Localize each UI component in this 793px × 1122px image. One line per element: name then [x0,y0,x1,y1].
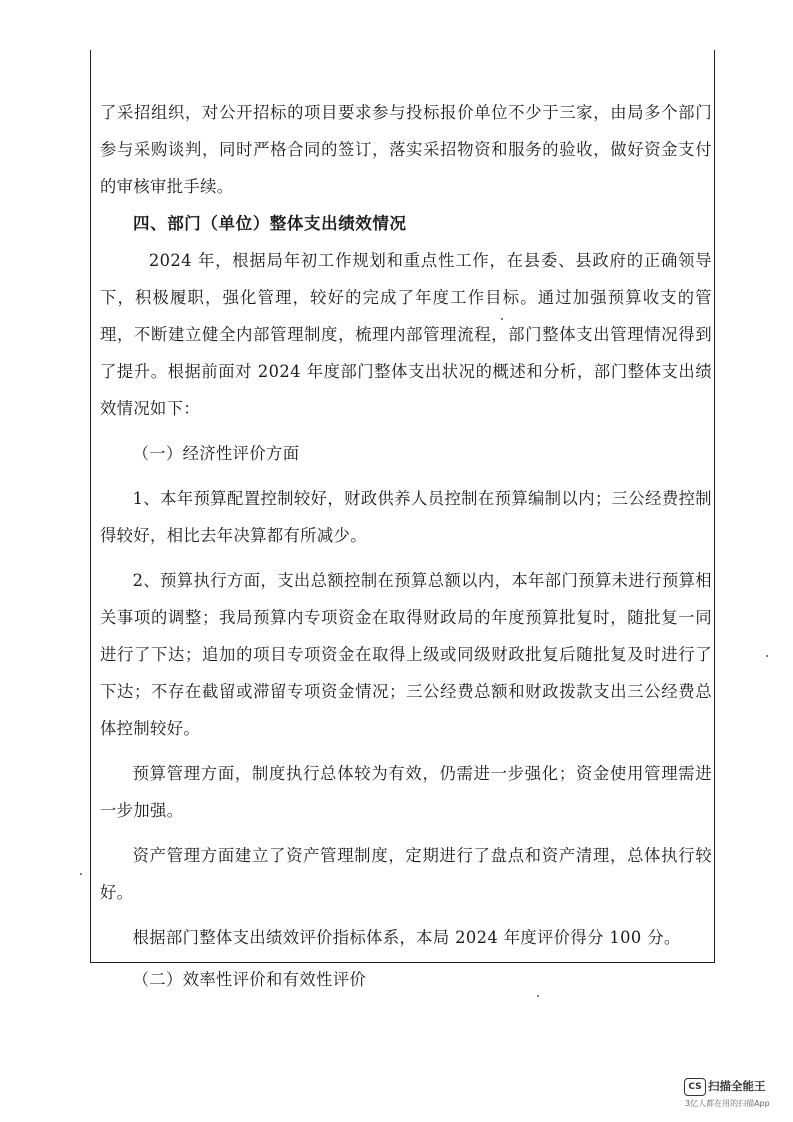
paragraph-budget-management: 预算管理方面，制度执行总体较为有效，仍需进一步强化；资金使用管理需进一步加强。 [100,764,712,820]
subheading-economy: （一）经济性评价方面 [132,444,300,463]
scan-speck [766,655,768,657]
watermark-tagline: 3亿人都在用的扫描App [685,1099,770,1108]
paragraph-asset-management: 资产管理方面建立了资产管理制度，定期进行了盘点和资产清理，总体执行较好。 [100,846,712,902]
document-body [100,94,712,998]
paragraph-budget-execution: 2、预算执行方面，支出总额控制在预算总额以内，本年部门预算未进行预算相关事项的调整；我局预算内专项资金在取得财政局的年度预算批复时，随批复一同进行了下达；追加的项目专项资金在取得上级或同级财政批复后随批复及时进行了下达；不存在截留或滞留专项资金情况；三公经费总额和财政拨款支出三公经费总体控制较好。 [100,571,712,738]
camscanner-icon: CS [684,1078,706,1096]
scan-speck [80,873,82,875]
scan-speck [501,318,503,320]
watermark-name: 扫描全能王 [708,1079,766,1093]
section-heading-4: 四、部门（单位）整体支出绩效情况 [133,214,407,233]
scan-speck [537,995,539,997]
paragraph-budget-allocation: 1、本年预算配置控制较好，财政供养人员控制在预算编制以内；三公经费控制得较好，相比去年决算都有所减少。 [100,489,712,545]
subheading-efficiency: （二）效率性评价和有效性评价 [132,970,367,989]
paragraph-procurement: 了采招组织，对公开招标的项目要求参与投标报价单位不少于三家，由局多个部门参与采购谈判，同时严格合同的签订，落实采招物资和服务的验收，做好资金支付的审核审批手续。 [100,103,712,196]
camscanner-watermark [684,1074,784,1114]
paragraph-overview: 2024 年，根据局年初工作规划和重点性工作，在县委、县政府的正确领导下，积极履职，强化管理，较好的完成了年度工作目标。通过加强预算收支的管理，不断建立健全内部管理制度，梳理内部管理流程，部门整体支出管理情况得到了提升。根据前面对 2024 年度部门整体支出状况的概述和分析，部门整体支出绩效情况如下： [100,251,712,418]
paragraph-score: 根据部门整体支出绩效评价指标体系，本局 2024 年度评价得分 100 分。 [132,928,681,947]
